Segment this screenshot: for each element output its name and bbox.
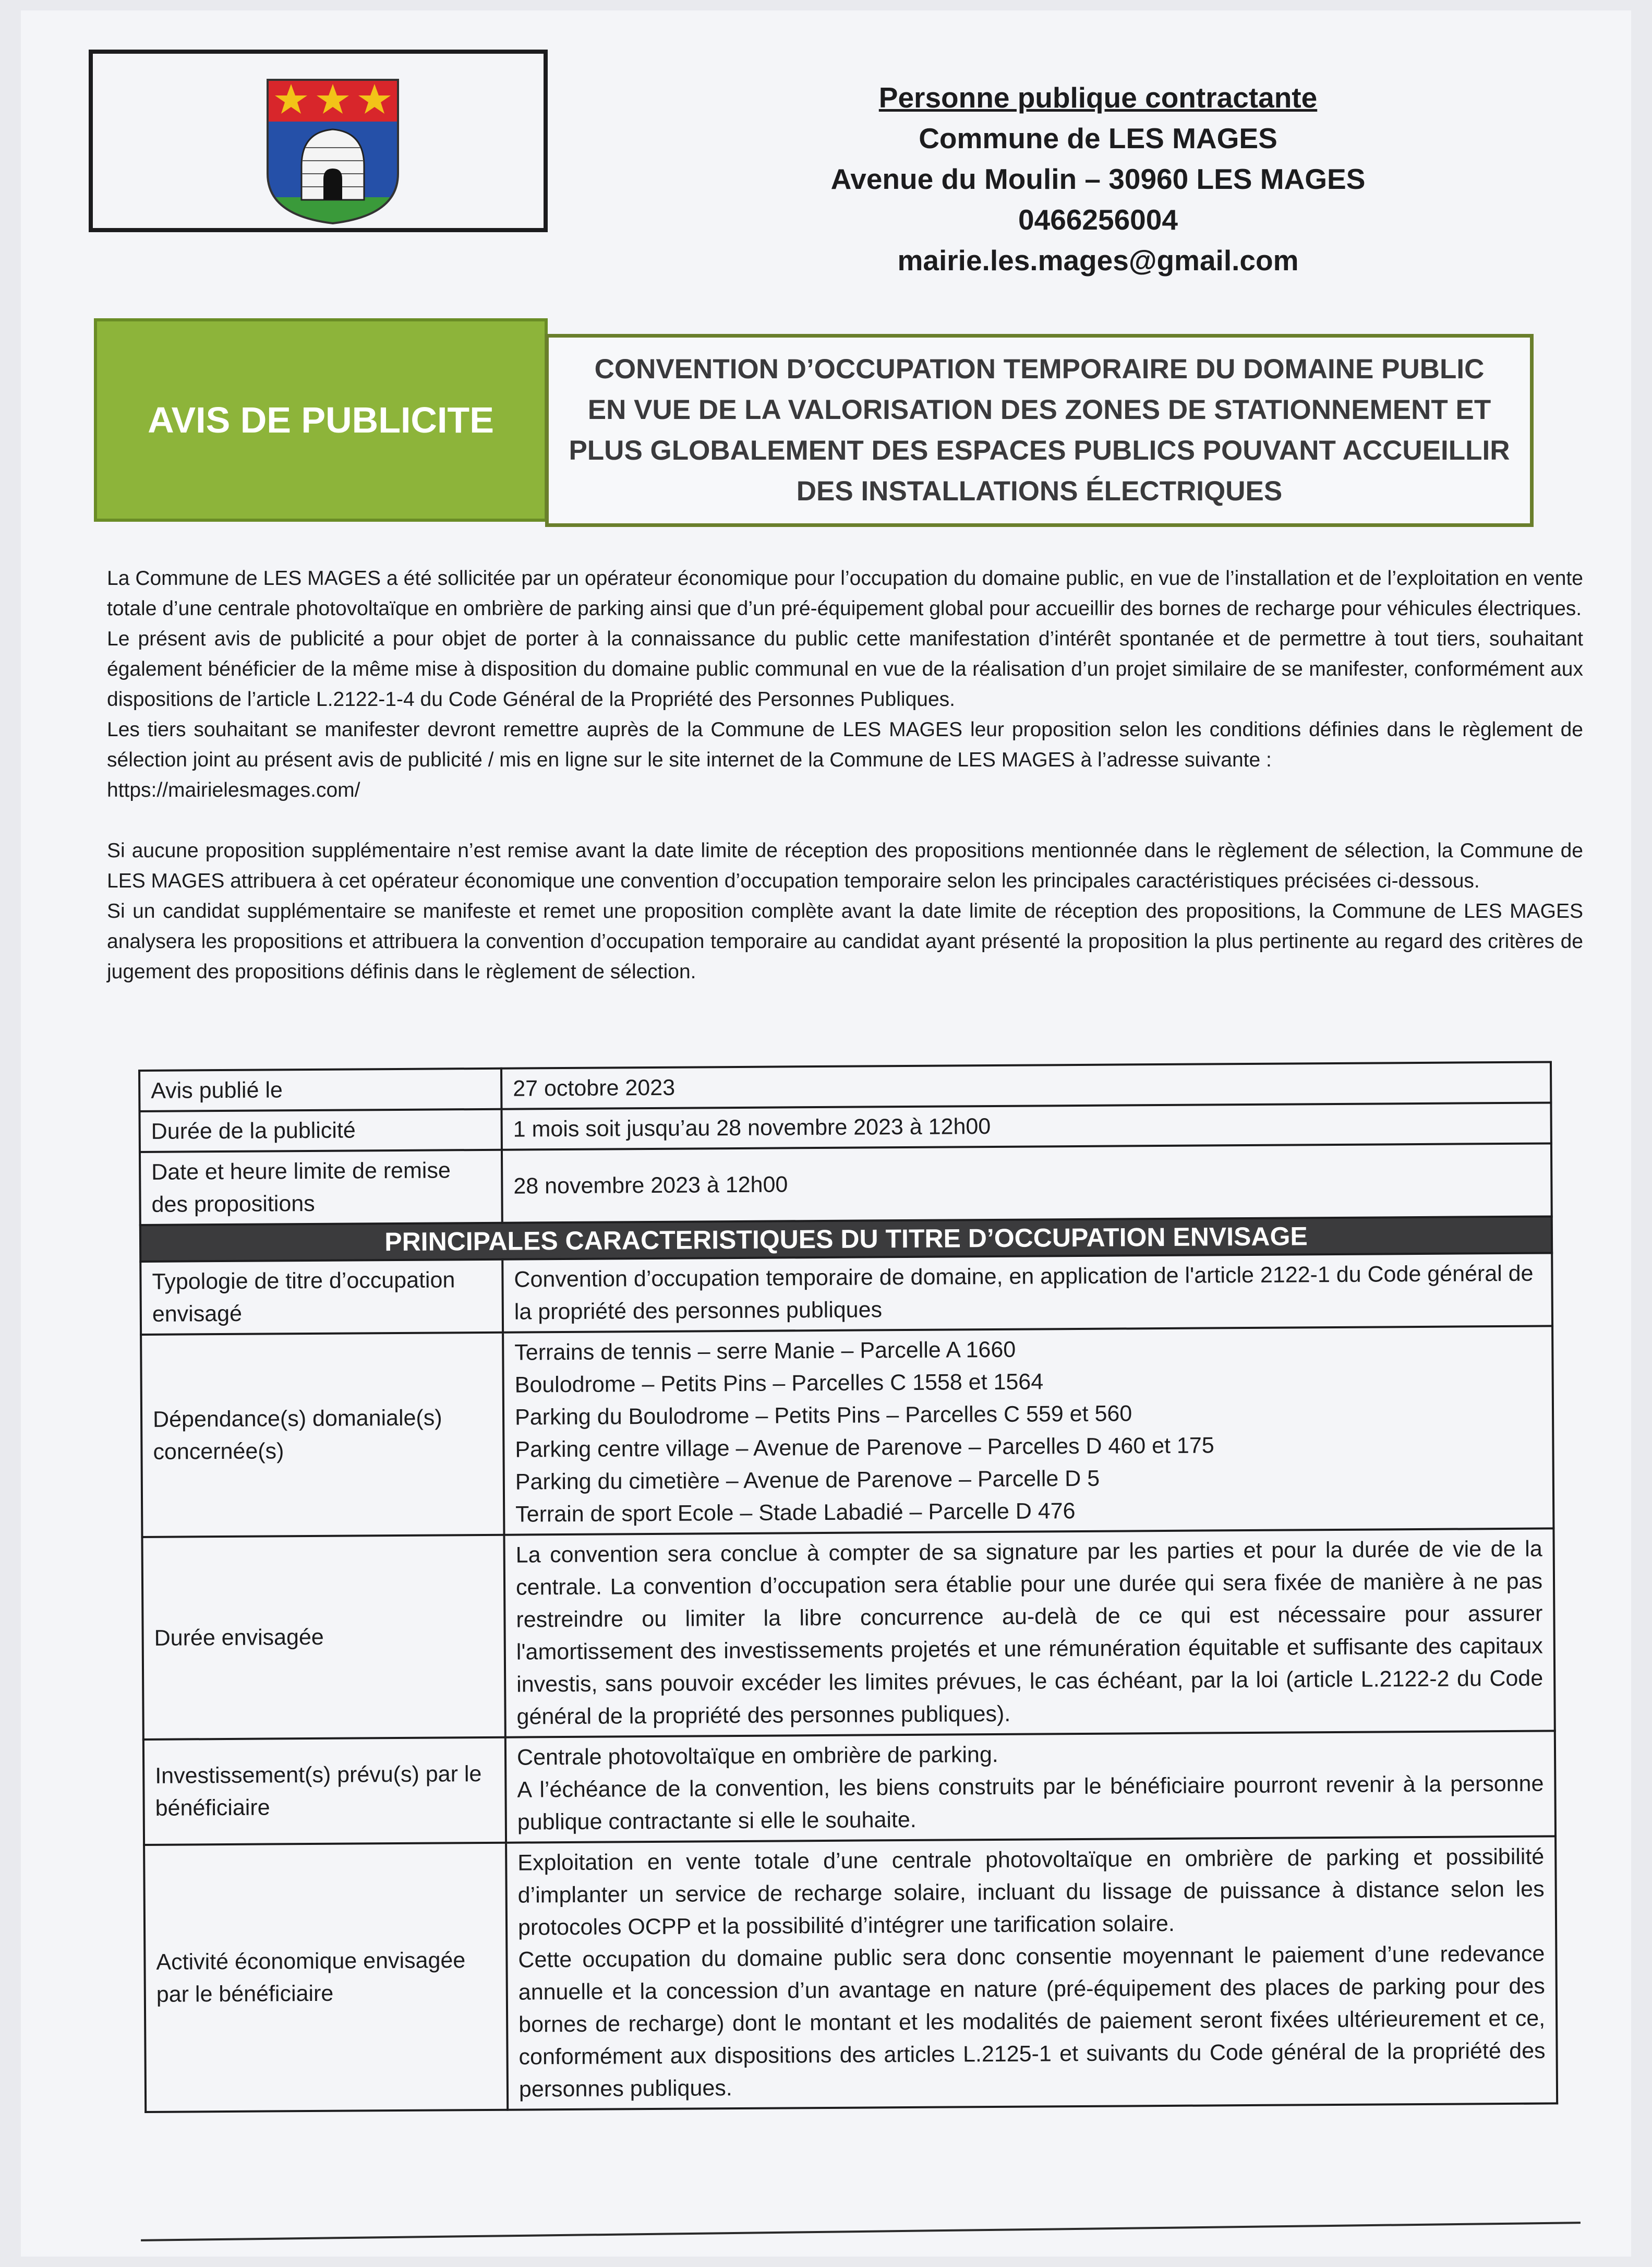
commune-name: Commune de LES MAGES: [919, 122, 1277, 154]
characteristics-table: [138, 1061, 1558, 2113]
commune-phone: 0466256004: [1018, 203, 1178, 236]
table-row: [140, 1143, 1552, 1225]
contact-title: Personne publique contractante: [878, 81, 1318, 114]
row-value: 1 mois soit jusqu’au 28 novembre 2023 à 12h00: [501, 1102, 1551, 1149]
intro-paragraph: Les tiers souhaitant se manifester devront remettre auprès de la Commune de LES MAGES leur proposition selon les conditions définies dans le règlement de sélection joint au présent avis de publicité / mis en ligne sur le site internet de la Commune de LES MAGES à l’adresse suivante :: [107, 718, 1583, 771]
signature-line: [141, 2222, 1581, 2241]
row-label: Avis publié le: [139, 1069, 501, 1111]
convention-title-line: EN VUE DE LA VALORISATION DES ZONES DE STATIONNEMENT ET: [587, 394, 1491, 425]
list-item: Terrain de sport Ecole – Stade Labadié – Parcelle D 476: [515, 1498, 1076, 1527]
row-label: Date et heure limite de remise des propositions: [140, 1150, 502, 1225]
row-label: Durée de la publicité: [139, 1109, 501, 1152]
list-item: Parking du Boulodrome – Petits Pins – Parcelles C 559 et 560: [514, 1401, 1132, 1430]
row-label: Durée envisagée: [142, 1535, 505, 1740]
row-value: La convention sera conclue à compter de sa signature par les parties et pour la durée de vie de la centrale. La convention d’occupation sera établie pour une durée qui sera fixée de manière à ne pas restreindre ou limiter la libre concurrence au-delà de ce qui est nécessaire pour assurer l'amortissement des investissements projetés et une rémunération équitable et suffisante des capitaux investis, sans pouvoir excéder les limites prévues, le cas échéant, par la loi (article L.2122-2 du Code général de la propriété des personnes publiques).: [504, 1528, 1554, 1737]
value-paragraph: Cette occupation du domaine public sera donc consentie moyennant le paiement d’une redevance annuelle et la concession d’un avantage en nature (pré-équipement des places de parking pour des bornes de recharge) dont le montant et les modalités de paiement seront fixées ultérieurement et ce, conformément aux dispositions des articles L.2125-1 et suivants du Code général de la propriété des personnes publiques.: [518, 1941, 1546, 2102]
list-item: Terrains de tennis – serre Manie – Parcelle A 1660: [514, 1337, 1016, 1365]
table-row: [142, 1528, 1554, 1740]
convention-title-line: CONVENTION D’OCCUPATION TEMPORAIRE DU DOMAINE PUBLIC: [594, 354, 1485, 385]
commune-address: Avenue du Moulin – 30960 LES MAGES: [830, 163, 1366, 195]
list-item: Parking centre village – Avenue de Parenove – Parcelles D 460 et 175: [515, 1433, 1214, 1462]
table-row: [140, 1253, 1552, 1335]
list-item: Boulodrome – Petits Pins – Parcelles C 1558 et 1564: [514, 1369, 1044, 1398]
table-row: [141, 1326, 1553, 1537]
row-value: [505, 1731, 1555, 1842]
town-coat-of-arms-icon: [257, 75, 408, 226]
convention-title-box: [545, 334, 1534, 527]
section-title: PRINCIPALES CARACTERISTIQUES DU TITRE D’OCCUPATION ENVISAGE: [140, 1216, 1552, 1262]
table-row: [143, 1731, 1555, 1845]
value-line: A l’échéance de la convention, les biens construits par le bénéficiaire pourront revenir à la personne publique contractante si elle le souhaite.: [517, 1771, 1544, 1835]
row-label: Investissement(s) prévu(s) par le bénéficiaire: [143, 1737, 506, 1845]
row-value: 27 octobre 2023: [501, 1062, 1551, 1109]
value-paragraph: Exploitation en vente totale d’une centrale photovoltaïque en ombrière de parking et possibilité d’implanter un service de recharge solaire, incluant du lissage de puissance à distance selon les protocoles OCPP et la possibilité d’intégrer une tarification solaire.: [517, 1844, 1545, 1940]
intro-paragraph: Si un candidat supplémentaire se manifeste et remet une proposition complète avant la date limite de réception des propositions, la Commune de LES MAGES analysera les propositions et attribuera la convention d’occupation temporaire au candidat ayant présenté la proposition la plus pertinente au regard des critères de jugement des propositions définis dans le règlement de sélection.: [107, 900, 1583, 983]
logo-frame: [89, 50, 548, 232]
row-value: 28 novembre 2023 à 12h00: [502, 1143, 1552, 1222]
intro-paragraph: La Commune de LES MAGES a été sollicitée par un opérateur économique pour l’occupation du domaine public, en vue de l’installation et de l’exploitation en vente totale d’une centrale photovoltaïque en ombrière de parking ainsi que d’un pré-équipement global pour accueillir des bornes de recharge pour véhicules électriques.: [107, 567, 1583, 620]
intro-text: [107, 563, 1583, 987]
avis-banner: AVIS DE PUBLICITE: [94, 318, 548, 522]
intro-paragraph: Si aucune proposition supplémentaire n’est remise avant la date limite de réception des propositions mentionnée dans le règlement de sélection, la Commune de LES MAGES attribuera à cet opérateur économique une convention d’occupation temporaire selon les principales caractéristiques précisées ci-dessous.: [107, 839, 1583, 892]
list-item: Parking du cimetière – Avenue de Parenove – Parcelle D 5: [515, 1466, 1100, 1495]
row-value: Convention d’occupation temporaire de domaine, en application de l'article 2122-1 du Code général de la propriété des personnes publiques: [502, 1253, 1552, 1332]
commune-email[interactable]: mairie.les.mages@gmail.com: [897, 244, 1299, 277]
value-line: Centrale photovoltaïque en ombrière de parking.: [516, 1742, 998, 1770]
row-label: Activité économique envisagée par le bénéficiaire: [144, 1843, 508, 2112]
website-link[interactable]: https://mairielesmages.com/: [107, 779, 360, 801]
table-row: [144, 1836, 1557, 2112]
convention-title-line: PLUS GLOBALEMENT DES ESPACES PUBLICS POUVANT ACCUEILLIR: [569, 435, 1510, 466]
row-label: Dépendance(s) domaniale(s) concernée(s): [141, 1333, 504, 1537]
intro-paragraph: Le présent avis de publicité a pour objet de porter à la connaissance du public cette manifestation d’intérêt spontanée et de permettre à tout tiers, souhaitant également bénéficier de la même mise à disposition du domaine public communal en vue de la réalisation d’un projet similaire de se manifester, conformément aux dispositions de l’article L.2122-1-4 du Code Général de la Propriété des Personnes Publiques.: [107, 628, 1583, 711]
row-value: [506, 1836, 1557, 2109]
convention-title-line: DES INSTALLATIONS ÉLECTRIQUES: [796, 476, 1283, 507]
row-value: [503, 1326, 1553, 1534]
contracting-authority-block: [767, 77, 1429, 281]
row-label: Typologie de titre d’occupation envisagé: [140, 1260, 503, 1335]
notice-page: [21, 10, 1631, 2257]
